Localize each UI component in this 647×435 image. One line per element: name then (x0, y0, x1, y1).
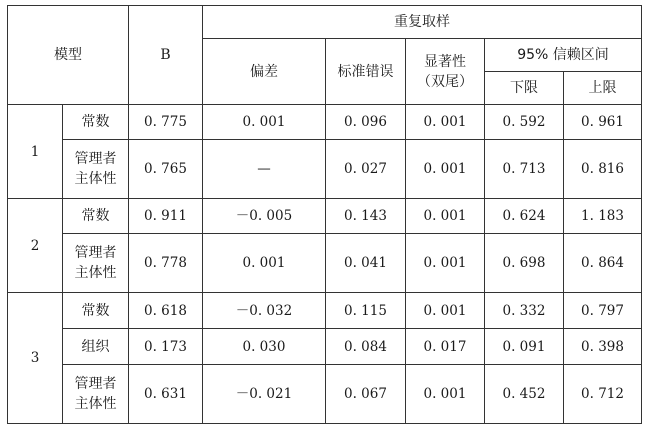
cell-se: 0. 084 (326, 329, 406, 365)
header-lower: 下限 (485, 72, 564, 105)
cell-upper: 0. 712 (564, 365, 642, 424)
row-label-line1: 组织 (81, 338, 110, 355)
row-label (63, 105, 129, 140)
table-row (8, 329, 642, 365)
cell-sig: 0. 001 (406, 199, 485, 234)
cell-bias: －0. 005 (203, 199, 326, 234)
row-label-line1: 管理者 (74, 245, 117, 261)
cell-lower: 0. 332 (485, 293, 564, 329)
row-label-line1: 管理者 (74, 151, 117, 167)
row-label (63, 234, 129, 293)
row-label (63, 329, 129, 365)
table-row (8, 293, 642, 329)
cell-upper: 0. 797 (564, 293, 642, 329)
cell-sig: 0. 001 (406, 234, 485, 293)
row-label-line1: 常数 (81, 114, 110, 130)
row-label (63, 199, 129, 234)
cell-se: 0. 115 (326, 293, 406, 329)
cell-se: 0. 027 (326, 140, 406, 199)
cell-b: 0. 765 (129, 140, 203, 199)
model-id: 1 (8, 105, 63, 199)
header-bias: 偏差 (203, 39, 326, 105)
cell-lower: 0. 452 (485, 365, 564, 424)
header-bootstrap: 重复取样 (203, 6, 642, 39)
cell-se: 0. 143 (326, 199, 406, 234)
table-row (8, 365, 642, 424)
row-label-line2: 主体性 (74, 171, 117, 187)
row-label-line1: 常数 (81, 208, 110, 224)
cell-sig: 0. 017 (406, 329, 485, 365)
cell-lower: 0. 624 (485, 199, 564, 234)
cell-lower: 0. 698 (485, 234, 564, 293)
cell-bias: 0. 030 (203, 329, 326, 365)
cell-upper: 0. 961 (564, 105, 642, 140)
row-label (63, 365, 129, 424)
table-container (7, 5, 642, 424)
cell-bias: －0. 021 (203, 365, 326, 424)
cell-sig: 0. 001 (406, 105, 485, 140)
table-row (8, 199, 642, 234)
cell-lower: 0. 091 (485, 329, 564, 365)
model-id: 2 (8, 199, 63, 293)
header-b: B (129, 6, 203, 105)
cell-b: 0. 631 (129, 365, 203, 424)
row-label (63, 140, 129, 199)
cell-se: 0. 096 (326, 105, 406, 140)
cell-se: 0. 067 (326, 365, 406, 424)
cell-se: 0. 041 (326, 234, 406, 293)
header-significance-line2: （双尾） (417, 73, 473, 90)
row-label-line2: 主体性 (74, 396, 117, 412)
header-significance-line1: 显著性 (424, 53, 466, 70)
header-model: 模型 (8, 6, 129, 105)
cell-lower: 0. 713 (485, 140, 564, 199)
table-row (8, 105, 642, 140)
cell-bias: 0. 001 (203, 234, 326, 293)
regression-table (7, 5, 642, 424)
cell-sig: 0. 001 (406, 365, 485, 424)
cell-upper: 0. 816 (564, 140, 642, 199)
cell-bias: －0. 032 (203, 293, 326, 329)
cell-bias: — (203, 140, 326, 199)
row-label-line2: 主体性 (74, 265, 117, 281)
model-id: 3 (8, 293, 63, 424)
header-ci: 95% 信赖区间 (485, 39, 642, 72)
row-label (63, 293, 129, 329)
cell-b: 0. 778 (129, 234, 203, 293)
cell-b: 0. 618 (129, 293, 203, 329)
cell-b: 0. 911 (129, 199, 203, 234)
table-row (8, 234, 642, 293)
row-label-line1: 常数 (81, 302, 110, 319)
cell-upper: 0. 398 (564, 329, 642, 365)
header-significance (406, 39, 485, 105)
header-std-error: 标准错误 (326, 39, 406, 105)
row-label-line1: 管理者 (74, 376, 117, 392)
table-row (8, 140, 642, 199)
cell-sig: 0. 001 (406, 140, 485, 199)
cell-sig: 0. 001 (406, 293, 485, 329)
cell-lower: 0. 592 (485, 105, 564, 140)
cell-bias: 0. 001 (203, 105, 326, 140)
cell-b: 0. 775 (129, 105, 203, 140)
cell-upper: 0. 864 (564, 234, 642, 293)
cell-upper: 1. 183 (564, 199, 642, 234)
cell-b: 0. 173 (129, 329, 203, 365)
header-upper: 上限 (564, 72, 642, 105)
